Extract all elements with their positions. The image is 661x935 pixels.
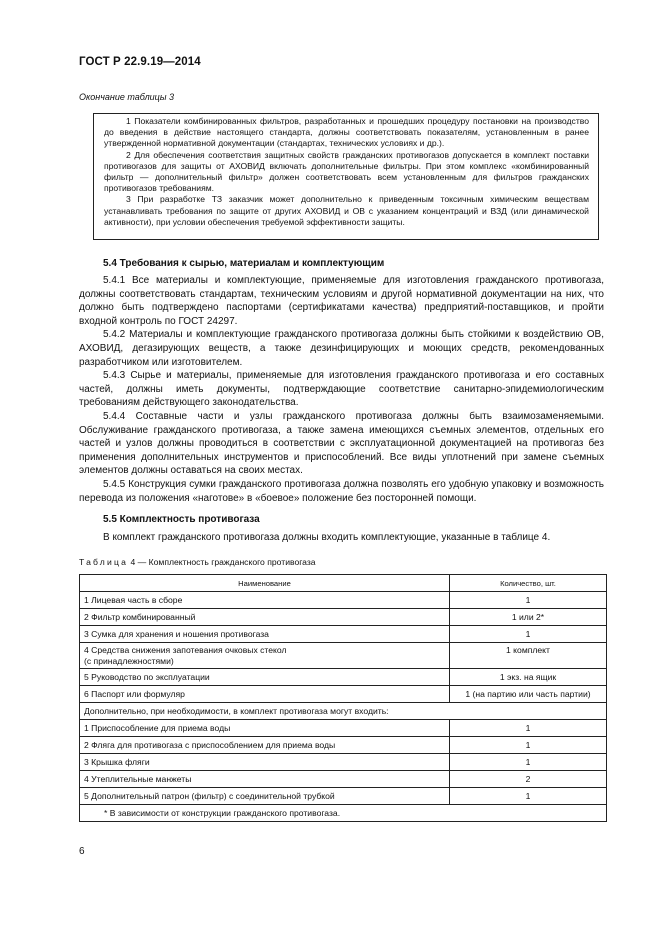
table-row xyxy=(80,788,607,805)
paragraph-5-4-2: 5.4.2 Материалы и комплектующие гражданского противогаза должны быть стойкими к воздействию ОВ, АХОВИД, дегазирующих веществ, а также дезинфицирующих и моющих средств, рекомендованных разработчиком или изготовителем. xyxy=(79,329,604,368)
item-name: 5 Дополнительный патрон (фильтр) с соединительной трубкой xyxy=(80,788,450,805)
item-qty: 1 экз. на ящик xyxy=(450,669,607,686)
item-qty: 1 комплект xyxy=(450,643,607,669)
item-name: 1 Лицевая часть в сборе xyxy=(80,592,450,609)
item-qty: 2 xyxy=(450,771,607,788)
paragraph-5-4-4: 5.4.4 Составные части и узлы гражданского противогаза должны быть взаимозаменяемыми. Обслуживание гражданского противогаза, а также замена имеющихся съемных элементов, отдельных его частей и узлов должны проводиться в соответствии с эксплуатационной документацией на противогаз без применения дополнительных инструментов и приспособлений. Все виды уплотнений при замене съемных элементов должны оставаться на своих местах. xyxy=(79,410,604,477)
table-row xyxy=(80,737,607,754)
item-qty: 1 xyxy=(450,737,607,754)
section-5-4-body xyxy=(79,274,604,505)
additional-items-label: Дополнительно, при необходимости, в комплект противогаза могут входить: xyxy=(80,703,607,720)
note-1: 1 Показатели комбинированных фильтров, разработанных и прошедших процедуру постановки на производство до введения в действие настоящего стандарта, должны соответствовать показателям, установленным в ранее утвержденной нормативной документации (стандартах, технических условиях и др.). xyxy=(104,116,589,149)
item-name: 3 Сумка для хранения и ношения противогаза xyxy=(80,626,450,643)
table4-caption-word: Таблица xyxy=(79,557,129,567)
item-name: 2 Фильтр комбинированный xyxy=(80,609,450,626)
section-5-4-title xyxy=(79,257,604,271)
table-row xyxy=(80,720,607,737)
paragraph-5-4-3: 5.4.3 Сырье и материалы, применяемые для изготовления гражданского противогаза и его составных частей, должны иметь документы, подтверждающие соответствие санитарно-эпидемиологическим требованиям действующего законодательства. xyxy=(79,370,604,409)
section-5-4-title-text: 5.4 Требования к сырью, материалам и комплектующим xyxy=(103,258,385,269)
col-header-name: Наименование xyxy=(80,575,450,592)
section-5-5-body xyxy=(79,531,604,545)
item-qty: 1 xyxy=(450,592,607,609)
table-continuation-label: Окончание таблицы 3 xyxy=(79,92,174,102)
paragraph-5-4-1: 5.4.1 Все материалы и комплектующие, применяемые для изготовления гражданского противогаза, должны соответствовать стандартам, техническим условиям и другой нормативной документации на них, что должно быть подтверждено паспортами (сертификатами качества) предприятий-поставщиков, и пройти входной контроль по ГОСТ 24297. xyxy=(79,275,604,327)
table-row xyxy=(80,609,607,626)
item-qty: 1 xyxy=(450,754,607,771)
table-header-row xyxy=(80,575,607,592)
table4 xyxy=(79,574,607,822)
table-row xyxy=(80,771,607,788)
item-name: 2 Фляга для противогаза с приспособлением для приема воды xyxy=(80,737,450,754)
paragraph-5-5: В комплект гражданского противогаза должны входить комплектующие, указанные в таблице 4. xyxy=(103,532,551,543)
table3-notes-box xyxy=(93,113,599,240)
item-qty: 1 (на партию или часть партии) xyxy=(450,686,607,703)
item-qty: 1 xyxy=(450,626,607,643)
table-row xyxy=(80,754,607,771)
note-3: 3 При разработке ТЗ заказчик может дополнительно к приведенным токсичным химическим веществам устанавливать требования по защите от других АХОВИД и ОВ с указанием концентраций и ВЗД (или динамической активности), при условии обеспечения требуемой эффективности защиты. xyxy=(104,194,589,227)
item-qty: 1 или 2* xyxy=(450,609,607,626)
table4-footnote: * В зависимости от конструкции гражданского противогаза. xyxy=(80,805,607,822)
document-code: ГОСТ Р 22.9.19—2014 xyxy=(79,56,201,68)
item-name: 6 Паспорт или формуляр xyxy=(80,686,450,703)
table-row xyxy=(80,669,607,686)
item-qty: 1 xyxy=(450,788,607,805)
section-5-5-title-text: 5.5 Комплектность противогаза xyxy=(103,514,260,525)
table4-caption xyxy=(79,557,316,567)
item-name: 4 Утеплительные манжеты xyxy=(80,771,450,788)
col-header-qty: Количество, шт. xyxy=(450,575,607,592)
table-row xyxy=(80,643,607,669)
item-name: 3 Крышка фляги xyxy=(80,754,450,771)
item-name: 5 Руководство по эксплуатации xyxy=(80,669,450,686)
table-row xyxy=(80,626,607,643)
table-row xyxy=(80,686,607,703)
item-name: 4 Средства снижения запотевания очковых стекол (с принадлежностями) xyxy=(80,643,450,669)
page-number: 6 xyxy=(79,846,85,857)
item-name: 1 Приспособление для приема воды xyxy=(80,720,450,737)
paragraph-5-4-5: 5.4.5 Конструкция сумки гражданского противогаза должна позволять его удобную упаковку и возможность перевода из положения «наготове» в «боевое» положение без посторонней помощи. xyxy=(79,478,604,504)
section-5-5-title xyxy=(79,513,604,527)
table-row xyxy=(80,592,607,609)
table4-caption-rest: 4 — Комплектность гражданского противогаза xyxy=(128,557,316,567)
footnote-row xyxy=(80,805,607,822)
item-qty: 1 xyxy=(450,720,607,737)
note-2: 2 Для обеспечения соответствия защитных свойств гражданских противогазов допускается в комплект поставки противогазов для защиты от АХОВИД включать дополнительные фильтры. При этом комплекс «комбинированный фильтр — дополнительный фильтр» должен соответствовать всем установленным для фильтров гражданских противогазов требованиям. xyxy=(104,149,589,194)
additional-items-row xyxy=(80,703,607,720)
